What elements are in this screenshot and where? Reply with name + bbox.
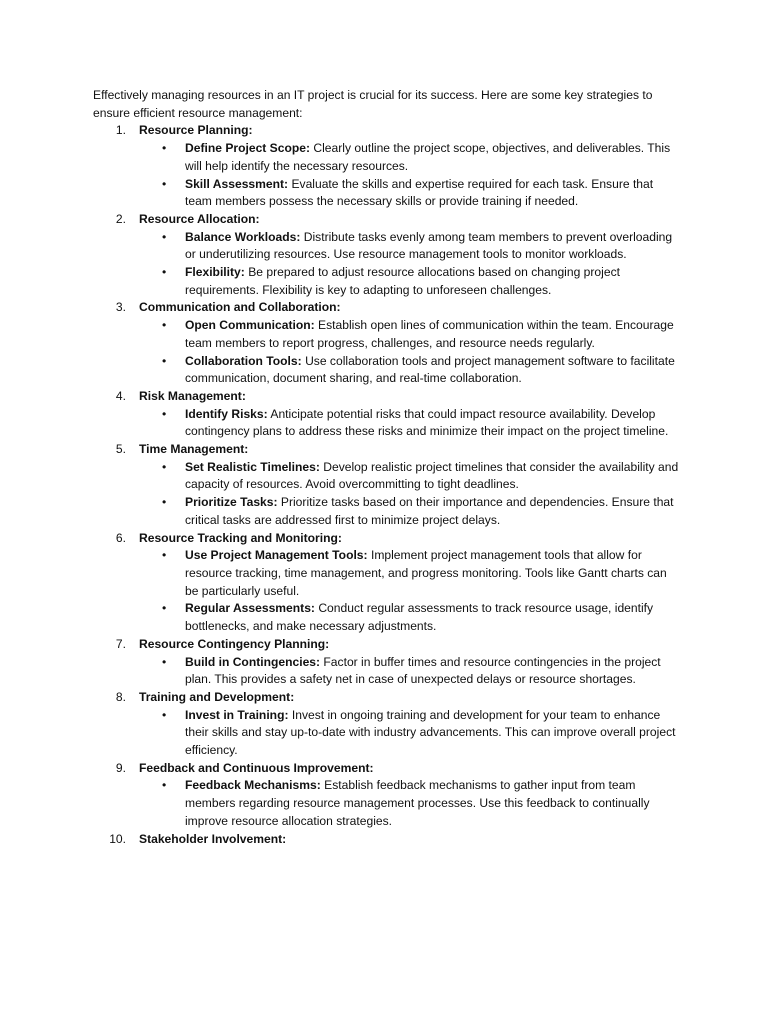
strategy-section (93, 122, 683, 211)
bullet-icon: • (162, 141, 167, 156)
section-title: Resource Contingency Planning: (139, 636, 330, 651)
strategy-section (93, 441, 683, 530)
section-title: Resource Tracking and Monitoring: (139, 530, 342, 545)
bullet-item (139, 707, 683, 760)
section-title: Resource Allocation: (139, 211, 260, 226)
bullet-item-title: Build in Contingencies: (185, 654, 321, 669)
bullet-item-title: Prioritize Tasks: (185, 495, 278, 510)
section-number: 3. (115, 300, 126, 315)
bullet-item (139, 777, 683, 830)
section-title: Communication and Collaboration: (139, 300, 341, 315)
bullet-item-title: Collaboration Tools: (185, 353, 302, 368)
section-bullet-list (139, 777, 683, 830)
bullet-item (139, 140, 683, 175)
section-bullet-list (139, 229, 683, 300)
section-bullet-list (139, 459, 683, 530)
bullet-item-text: Evaluate the skills and expertise required for each task. Ensure that team members possess the necessary skills or provide training if needed. (185, 176, 654, 209)
section-number: 10. (109, 831, 126, 846)
strategy-section (93, 689, 683, 760)
section-number: 1. (115, 123, 126, 138)
bullet-item-text: Anticipate potential risks that could impact resource availability. Develop contingency plans to address these risks and minimize their impact on the project timeline. (185, 406, 669, 439)
section-title: Resource Planning: (139, 123, 253, 138)
section-bullet-list (139, 707, 683, 760)
strategy-section (93, 388, 683, 441)
section-number: 4. (115, 388, 126, 403)
bullet-item (139, 176, 683, 211)
bullet-item-title: Define Project Scope: (185, 141, 311, 156)
section-bullet-list (139, 547, 683, 636)
bullet-item (139, 406, 683, 441)
bullet-item-text: Invest in ongoing training and development for your team to enhance their skills and stay up-to-date with industry advancements. This can improve overall project efficiency. (185, 707, 676, 758)
section-number: 5. (115, 442, 126, 457)
bullet-icon: • (162, 406, 167, 421)
section-number: 6. (115, 530, 126, 545)
document-page (93, 87, 683, 848)
bullet-item (139, 494, 683, 529)
strategy-section (93, 636, 683, 689)
bullet-item (139, 264, 683, 299)
bullet-item-text: Implement project management tools that allow for resource tracking, time management, and progress monitoring. Tools like Gantt charts can be particularly useful. (185, 548, 667, 598)
bullet-item-title: Feedback Mechanisms: (185, 778, 321, 793)
bullet-item-text: Distribute tasks evenly among team members to prevent overloading or underutilizing resources. Use resource management tools to monitor workloads. (185, 229, 673, 262)
section-bullet-list (139, 140, 683, 211)
bullet-item (139, 459, 683, 494)
section-title: Feedback and Continuous Improvement: (139, 760, 374, 775)
bullet-icon: • (162, 548, 167, 563)
section-title: Time Management: (139, 442, 249, 457)
bullet-item-text: Establish feedback mechanisms to gather input from team members regarding resource management processes. Use this feedback to continually improve resource allocation strategies. (185, 778, 650, 828)
bullet-item-title: Identify Risks: (185, 406, 268, 421)
section-title: Stakeholder Involvement: (139, 831, 287, 846)
bullet-icon: • (162, 495, 167, 510)
section-bullet-list (139, 317, 683, 388)
section-bullet-list (139, 654, 683, 689)
bullet-item (139, 654, 683, 689)
bullet-icon: • (162, 654, 167, 669)
intro-paragraph: Effectively managing resources in an IT project is crucial for its success. Here are some key strategies to ensure efficient resource management: (93, 88, 653, 120)
strategy-section (93, 299, 683, 388)
strategy-section (93, 530, 683, 636)
section-title: Risk Management: (139, 388, 246, 403)
strategy-list (93, 122, 683, 848)
section-number: 2. (115, 211, 126, 226)
bullet-item-title: Use Project Management Tools: (185, 548, 368, 563)
bullet-item-title: Open Communication: (185, 318, 315, 333)
bullet-icon: • (162, 601, 167, 616)
bullet-item-title: Regular Assessments: (185, 601, 315, 616)
section-title: Training and Development: (139, 689, 295, 704)
bullet-item-title: Skill Assessment: (185, 176, 289, 191)
bullet-icon: • (162, 707, 167, 722)
bullet-item-title: Balance Workloads: (185, 229, 301, 244)
bullet-icon: • (162, 778, 167, 793)
bullet-item-text: Develop realistic project timelines that consider the availability and capacity of resources. Avoid overcommitting to tight deadlines. (185, 459, 679, 492)
strategy-section (93, 211, 683, 300)
bullet-icon: • (162, 318, 167, 333)
section-bullet-list (139, 406, 683, 441)
bullet-icon: • (162, 459, 167, 474)
bullet-item-text: Be prepared to adjust resource allocations based on changing project requirements. Flexibility is key to adapting to unforeseen challenges. (185, 265, 620, 297)
bullet-icon: • (162, 229, 167, 244)
bullet-item-text: Factor in buffer times and resource contingencies in the project plan. This provides a safety net in case of unexpected delays or resource shortages. (185, 654, 661, 687)
bullet-item (139, 353, 683, 388)
section-number: 7. (115, 636, 126, 651)
bullet-item (139, 547, 683, 600)
bullet-item-title: Flexibility: (185, 265, 245, 280)
bullet-item (139, 229, 683, 264)
section-number: 9. (115, 760, 126, 775)
bullet-icon: • (162, 176, 167, 191)
bullet-item-text: Conduct regular assessments to track resource usage, identify bottlenecks, and make necessary adjustments. (185, 601, 654, 634)
strategy-section (93, 831, 683, 849)
bullet-item-title: Set Realistic Timelines: (185, 459, 320, 474)
section-number: 8. (115, 689, 126, 704)
bullet-item (139, 600, 683, 635)
bullet-item-text: Establish open lines of communication within the team. Encourage team members to report progress, challenges, and resource needs regularly. (185, 318, 674, 350)
strategy-section (93, 760, 683, 831)
bullet-icon: • (162, 265, 167, 280)
bullet-item (139, 317, 683, 352)
bullet-item-text: Use collaboration tools and project management software to facilitate communication, document sharing, and real-time collaboration. (185, 353, 675, 386)
bullet-item-title: Invest in Training: (185, 707, 289, 722)
bullet-icon: • (162, 353, 167, 368)
bullet-item-text: Clearly outline the project scope, objectives, and deliverables. This will help identify the necessary resources. (185, 141, 671, 173)
bullet-item-text: Prioritize tasks based on their importance and dependencies. Ensure that critical tasks are addressed first to minimize project delays. (185, 495, 674, 527)
